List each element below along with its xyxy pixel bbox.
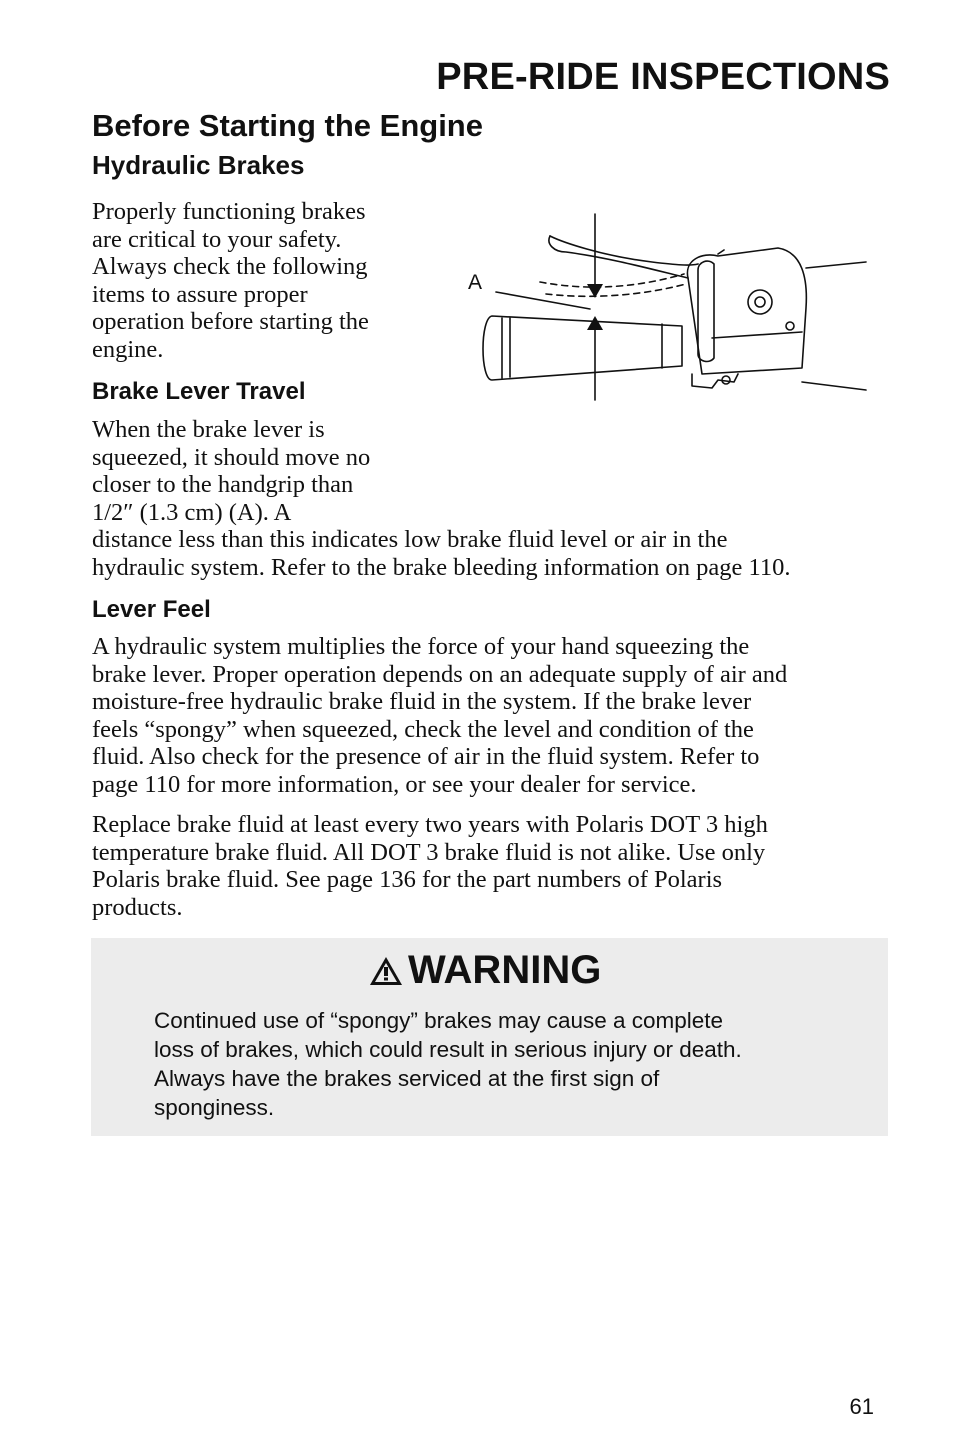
text-line: hydraulic system. Refer to the brake bleeding information on page 110. xyxy=(92,553,791,581)
text-line: temperature brake fluid. All DOT 3 brake fluid is not alike. Use only xyxy=(92,838,766,866)
intro-line: operation before starting the xyxy=(92,308,369,336)
text-line: products. xyxy=(92,893,183,921)
page-number: 61 xyxy=(849,1394,874,1419)
text-line: brake lever. Proper operation depends on an adequate supply of air and xyxy=(92,660,788,688)
text-line: Replace brake fluid at least every two years with Polaris DOT 3 high xyxy=(92,811,768,838)
text-line: squeezed, it should move no xyxy=(92,443,371,471)
figure-label-a: A xyxy=(468,271,483,294)
brake-lever-travel-heading: Brake Lever Travel xyxy=(92,378,306,405)
text-line: Polaris brake fluid. See page 136 for the part numbers of Polaris xyxy=(92,866,723,894)
intro-line: engine. xyxy=(92,335,164,363)
warning-line: loss of brakes, which could result in serious injury or death. xyxy=(154,1037,742,1062)
warning-line: sponginess. xyxy=(154,1095,275,1120)
master-cylinder-housing xyxy=(687,248,806,374)
lever-outline-top xyxy=(550,236,698,265)
warning-heading xyxy=(368,948,601,993)
brake-lever-diagram-icon xyxy=(462,208,872,408)
handlebar-bottom xyxy=(802,382,866,390)
lever-feel-paragraph-1 xyxy=(92,633,892,799)
arrow-up xyxy=(587,316,603,330)
warning-text xyxy=(154,1006,834,1122)
intro-line: are critical to your safety. xyxy=(92,225,342,253)
text-line: moisture-free hydraulic brake fluid in the system. If the brake lever xyxy=(92,688,752,716)
text-line: fluid. Also check for the presence of air in the fluid system. Refer to xyxy=(92,743,760,771)
warning-triangle-icon xyxy=(368,955,404,987)
text-line: page 110 for more information, or see your dealer for service. xyxy=(92,770,697,798)
warning-line: Always have the brakes serviced at the first sign of xyxy=(154,1066,660,1091)
lever-feel-heading: Lever Feel xyxy=(92,596,211,623)
text-line: 1/2″ (1.3 cm) (A). A xyxy=(92,498,292,526)
intro-line: Always check the following xyxy=(92,253,368,281)
intro-line: Properly functioning brakes xyxy=(92,198,366,225)
handlebar-top xyxy=(806,262,866,268)
subsection-title: Hydraulic Brakes xyxy=(92,150,305,180)
text-line: feels “spongy” when squeezed, check the level and condition of the xyxy=(92,715,754,743)
leader-line xyxy=(496,292,590,309)
text-line: A hydraulic system multiplies the force of your hand squeezing the xyxy=(92,633,750,660)
chapter-title: PRE-RIDE INSPECTIONS xyxy=(436,56,890,98)
handgrip xyxy=(483,316,682,380)
intro-line: items to assure proper xyxy=(92,280,308,308)
text-line: distance less than this indicates low brake fluid level or air in the xyxy=(92,526,728,554)
brake-lever-travel-paragraph xyxy=(92,416,892,582)
warning-line: Continued use of “spongy” brakes may cause a complete xyxy=(154,1008,724,1033)
lever-feel-paragraph-2 xyxy=(92,811,892,921)
warning-title: WARNING xyxy=(408,948,602,992)
text-line: closer to the handgrip than xyxy=(92,471,354,499)
text-line: When the brake lever is xyxy=(92,416,325,443)
section-title: Before Starting the Engine xyxy=(92,108,483,143)
